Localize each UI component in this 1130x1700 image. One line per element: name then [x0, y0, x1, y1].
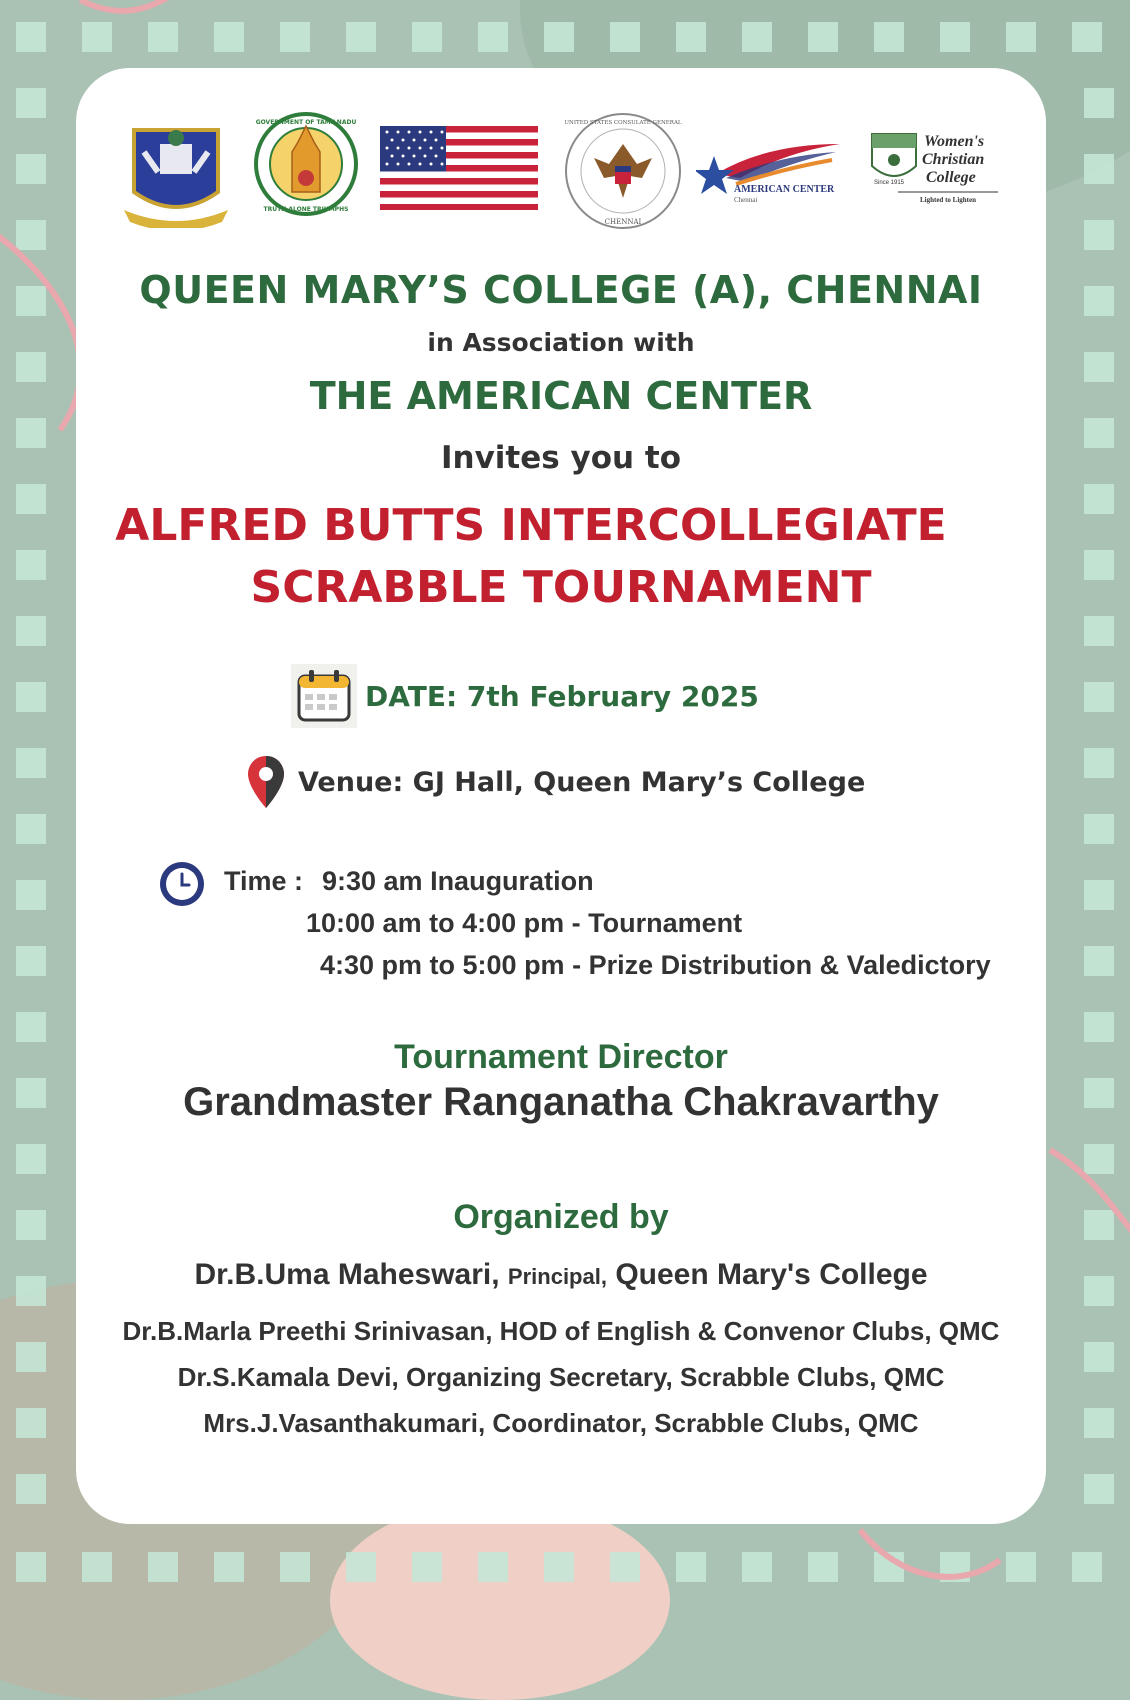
border-tile [1084, 616, 1114, 646]
border-tile [544, 22, 574, 52]
svg-text:Christian: Christian [922, 151, 985, 168]
border-tile [1084, 352, 1114, 382]
border-tile [16, 1552, 46, 1582]
association-text: in Association with [427, 328, 695, 357]
border-tile [16, 352, 46, 382]
border-tile [1084, 550, 1114, 580]
venue-row [246, 754, 865, 810]
border-tile [16, 550, 46, 580]
svg-text:College: College [926, 169, 976, 186]
border-tile [1084, 1342, 1114, 1372]
border-tile [280, 1552, 310, 1582]
invitation-card [76, 68, 1046, 1524]
border-tile [742, 1552, 772, 1582]
border-tile [16, 616, 46, 646]
border-tile [16, 880, 46, 910]
border-tile [1084, 1408, 1114, 1438]
border-tile [874, 22, 904, 52]
border-tile [16, 1342, 46, 1372]
tamilnadu-seal-icon [254, 112, 358, 216]
border-tile [1006, 1552, 1036, 1582]
border-tile [808, 1552, 838, 1582]
clock-icon [158, 860, 206, 908]
border-tile [1072, 1552, 1102, 1582]
schedule-item: 4:30 pm to 5:00 pm - Prize Distribution & Valedictory [320, 950, 991, 980]
svg-text:UNITED STATES CONSULATE GENERA: UNITED STATES CONSULATE GENERAL [564, 120, 682, 126]
director-name: Grandmaster Ranganatha Chakravarthy [183, 1080, 939, 1124]
border-tile [16, 1276, 46, 1306]
border-tile [1084, 946, 1114, 976]
principal-college: Queen Mary's College [615, 1258, 928, 1291]
svg-text:AMERICAN CENTER: AMERICAN CENTER [734, 184, 835, 195]
border-tile [16, 748, 46, 778]
organizers-label: Organized by [453, 1198, 669, 1236]
border-tile [16, 1408, 46, 1438]
border-tile [1084, 1078, 1114, 1108]
border-tile [412, 22, 442, 52]
border-tile [610, 1552, 640, 1582]
event-title-line1: ALFRED BUTTS INTERCOLLEGIATE [115, 500, 947, 551]
border-tile [346, 1552, 376, 1582]
border-tile [16, 1012, 46, 1042]
organizer-line: Mrs.J.Vasanthakumari, Coordinator, Scrabble Clubs, QMC [203, 1408, 919, 1438]
svg-text:Since 1915: Since 1915 [874, 180, 905, 186]
organizer-line: Dr.S.Kamala Devi, Organizing Secretary, Scrabble Clubs, QMC [177, 1362, 945, 1392]
us-consulate-seal-icon [564, 112, 682, 230]
border-tile [1084, 880, 1114, 910]
border-tile [16, 88, 46, 118]
us-flag-icon [380, 126, 538, 210]
principal-role: Principal, [507, 1264, 607, 1289]
invites-text: Invites you to [440, 440, 681, 476]
border-tile [544, 1552, 574, 1582]
border-tile [82, 1552, 112, 1582]
border-tile [16, 286, 46, 316]
border-tile [16, 946, 46, 976]
border-tile [478, 22, 508, 52]
border-tile [16, 418, 46, 448]
border-tile [1084, 1276, 1114, 1306]
event-date: DATE: 7th February 2025 [365, 679, 759, 713]
border-tile [16, 1144, 46, 1174]
border-tile [148, 22, 178, 52]
border-tile [1006, 22, 1036, 52]
border-tile [1084, 418, 1114, 448]
principal-name: Dr.B.Uma Maheswari, [194, 1258, 500, 1291]
border-tile [1084, 154, 1114, 184]
border-tile [676, 1552, 706, 1582]
border-tile [16, 1474, 46, 1504]
american-center-logo-icon [696, 134, 840, 204]
border-tile [16, 154, 46, 184]
border-tile [742, 22, 772, 52]
location-pin-icon [246, 754, 286, 810]
border-tile [214, 1552, 244, 1582]
director-label: Tournament Director [394, 1038, 728, 1076]
border-tile [346, 22, 376, 52]
border-tile [1084, 1144, 1114, 1174]
calendar-icon [291, 664, 357, 728]
logo-strip [124, 112, 1004, 242]
border-tile [16, 22, 46, 52]
border-tile [1084, 220, 1114, 250]
border-tile [16, 682, 46, 712]
border-tile [808, 22, 838, 52]
schedule-item: 10:00 am to 4:00 pm - Tournament [306, 908, 743, 938]
border-tile [280, 22, 310, 52]
border-tile [1072, 22, 1102, 52]
border-tile [1084, 88, 1114, 118]
principal-line [76, 1258, 1046, 1292]
wcc-crest-icon [868, 130, 1004, 212]
border-tile [1084, 1474, 1114, 1504]
schedule-item: 9:30 am Inauguration [322, 866, 594, 896]
date-row [291, 664, 759, 728]
qmc-crest-icon [124, 122, 228, 228]
border-tile [16, 220, 46, 250]
partner-heading: THE AMERICAN CENTER [309, 374, 813, 418]
time-label: Time : [224, 866, 304, 896]
event-title-line2: SCRABBLE TOURNAMENT [250, 562, 872, 613]
border-tile [610, 22, 640, 52]
border-tile [940, 22, 970, 52]
college-heading: QUEEN MARY’S COLLEGE (A), CHENNAI [139, 268, 983, 312]
border-tile [1084, 682, 1114, 712]
border-tile [1084, 814, 1114, 844]
svg-text:CHENNAI: CHENNAI [604, 218, 642, 226]
border-tile [1084, 286, 1114, 316]
border-tile [16, 1210, 46, 1240]
organizer-line: Dr.B.Marla Preethi Srinivasan, HOD of English & Convenor Clubs, QMC [122, 1316, 1000, 1346]
svg-text:Chennai: Chennai [734, 196, 758, 204]
border-tile [1084, 748, 1114, 778]
svg-text:Lighted to Lighten: Lighted to Lighten [919, 196, 977, 204]
svg-text:GOVERNMENT OF TAMILNADU: GOVERNMENT OF TAMILNADU [255, 119, 357, 126]
border-tile [214, 22, 244, 52]
event-venue: Venue: GJ Hall, Queen Mary’s College [298, 766, 866, 798]
border-tile [1084, 1210, 1114, 1240]
border-tile [478, 1552, 508, 1582]
border-tile [412, 1552, 442, 1582]
border-tile [676, 22, 706, 52]
border-tile [1084, 484, 1114, 514]
svg-text:TRUTH ALONE TRIUMPHS: TRUTH ALONE TRIUMPHS [263, 206, 349, 213]
border-tile [1084, 1012, 1114, 1042]
border-tile [148, 1552, 178, 1582]
svg-text:Women's: Women's [924, 133, 985, 150]
border-tile [16, 1078, 46, 1108]
border-tile [16, 484, 46, 514]
border-tile [82, 22, 112, 52]
border-tile [16, 814, 46, 844]
